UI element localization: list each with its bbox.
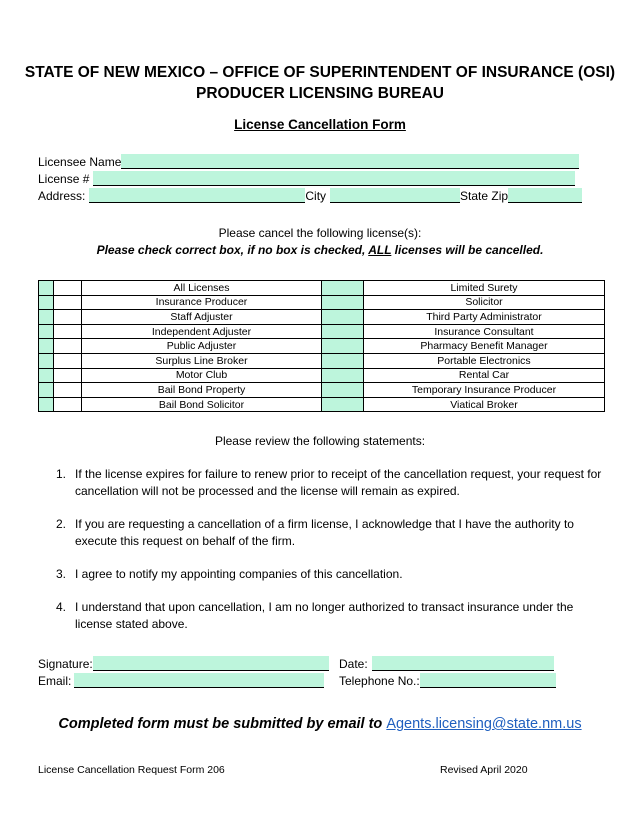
statement-text: If the license expires for failure to renew prior to receipt of the cancellation request, your request for cancellation will not be processed and the license will remain as expired. <box>75 467 602 498</box>
license-name-left: Bail Bond Property <box>82 383 322 398</box>
date-field[interactable] <box>372 656 554 671</box>
state-zip-label: State Zip <box>460 189 509 203</box>
license-checkbox-right[interactable] <box>322 295 364 310</box>
license-name-right: Viatical Broker <box>364 397 605 412</box>
license-name-right: Temporary Insurance Producer <box>364 383 605 398</box>
license-row <box>39 353 605 368</box>
license-checkbox-left[interactable] <box>39 353 54 368</box>
address-label: Address: <box>38 189 86 203</box>
telephone-field[interactable] <box>420 673 556 688</box>
cancel-instruction: Please cancel the following license(s): <box>218 226 422 240</box>
license-checkbox-right[interactable] <box>322 339 364 354</box>
warning-all: ALL <box>368 243 392 257</box>
date-label: Date: <box>339 657 368 671</box>
license-checkbox-left[interactable] <box>39 281 54 296</box>
license-cell-blank <box>54 339 82 354</box>
submit-text: Completed form must be submitted by email to <box>58 716 387 732</box>
license-name-left: Insurance Producer <box>82 295 322 310</box>
license-checkbox-left[interactable] <box>39 397 54 412</box>
city-field[interactable] <box>330 188 460 203</box>
license-cell-blank <box>54 397 82 412</box>
statement-number: 4. <box>56 600 67 614</box>
submit-instruction <box>0 716 640 732</box>
warning-suffix: licenses will be cancelled. <box>391 243 544 257</box>
license-name-right: Rental Car <box>364 368 605 383</box>
license-checkbox-left[interactable] <box>39 324 54 339</box>
signature-row <box>38 654 329 671</box>
license-cell-blank <box>54 368 82 383</box>
email-label: Email: <box>38 674 72 688</box>
license-checkbox-right[interactable] <box>322 368 364 383</box>
license-number-row <box>38 169 575 186</box>
license-checkbox-right[interactable] <box>322 310 364 325</box>
license-name-right: Portable Electronics <box>364 353 605 368</box>
license-checkbox-left[interactable] <box>39 310 54 325</box>
statement-2 <box>56 516 606 550</box>
statement-text: If you are requesting a cancellation of a firm license, I acknowledge that I have the authority to execute this request on behalf of the firm. <box>75 517 574 548</box>
license-checkbox-left[interactable] <box>39 295 54 310</box>
license-cell-blank <box>54 310 82 325</box>
license-name-right: Insurance Consultant <box>364 324 605 339</box>
statement-number: 3. <box>56 567 67 581</box>
statement-1 <box>56 466 606 500</box>
license-name-left: Bail Bond Solicitor <box>82 397 322 412</box>
header-line-1: STATE OF NEW MEXICO – OFFICE OF SUPERINTENDENT OF INSURANCE (OSI) <box>24 64 616 81</box>
statement-4 <box>56 599 606 633</box>
license-checkbox-left[interactable] <box>39 383 54 398</box>
license-number-field[interactable] <box>93 171 575 186</box>
statement-number: 1. <box>56 467 67 481</box>
statement-3 <box>56 566 606 583</box>
license-name-right: Pharmacy Benefit Manager <box>364 339 605 354</box>
telephone-label: Telephone No.: <box>339 674 420 688</box>
license-name-left: Motor Club <box>82 368 322 383</box>
review-heading: Please review the following statements: <box>214 434 426 448</box>
license-row <box>39 383 605 398</box>
license-row <box>39 339 605 354</box>
statement-text: I agree to notify my appointing companies of this cancellation. <box>75 567 403 581</box>
email-row <box>38 671 324 688</box>
licensee-name-row <box>38 152 579 169</box>
signature-field[interactable] <box>93 656 329 671</box>
warning-prefix: Please check correct box, if no box is checked, <box>96 243 369 257</box>
state-zip-field[interactable] <box>508 188 582 203</box>
license-cell-blank <box>54 281 82 296</box>
license-checkbox-right[interactable] <box>322 324 364 339</box>
license-name-right: Limited Surety <box>364 281 605 296</box>
date-row <box>339 654 554 671</box>
statement-text: I understand that upon cancellation, I am no longer authorized to transact insurance under the license stated above. <box>75 600 574 631</box>
license-name-left: Public Adjuster <box>82 339 322 354</box>
license-table <box>38 280 605 412</box>
form-title: License Cancellation Form <box>234 117 406 132</box>
license-checkbox-right[interactable] <box>322 383 364 398</box>
license-name-left: Independent Adjuster <box>82 324 322 339</box>
submit-email-link[interactable]: Agents.licensing@state.nm.us <box>386 716 582 732</box>
license-row <box>39 368 605 383</box>
license-cell-blank <box>54 295 82 310</box>
license-checkbox-right[interactable] <box>322 397 364 412</box>
license-checkbox-right[interactable] <box>322 281 364 296</box>
license-name-left: Staff Adjuster <box>82 310 322 325</box>
license-checkbox-left[interactable] <box>39 339 54 354</box>
address-row <box>38 186 582 203</box>
address-field[interactable] <box>89 188 305 203</box>
license-cell-blank <box>54 383 82 398</box>
telephone-row <box>339 671 556 688</box>
license-row <box>39 310 605 325</box>
license-row <box>39 281 605 296</box>
license-name-left: All Licenses <box>82 281 322 296</box>
license-name-left: Surplus Line Broker <box>82 353 322 368</box>
license-name-right: Third Party Administrator <box>364 310 605 325</box>
signature-label: Signature: <box>38 657 93 671</box>
license-row <box>39 397 605 412</box>
license-name-right: Solicitor <box>364 295 605 310</box>
footer-revised-date: Revised April 2020 <box>440 764 528 776</box>
statement-number: 2. <box>56 517 67 531</box>
license-checkbox-left[interactable] <box>39 368 54 383</box>
licensee-name-field[interactable] <box>121 154 579 169</box>
license-row <box>39 324 605 339</box>
license-cell-blank <box>54 324 82 339</box>
email-field[interactable] <box>74 673 324 688</box>
header-line-2: PRODUCER LICENSING BUREAU <box>195 85 444 102</box>
license-number-label: License # <box>38 172 90 186</box>
license-row <box>39 295 605 310</box>
footer-form-number: License Cancellation Request Form 206 <box>38 764 225 776</box>
city-label: City <box>305 189 327 203</box>
check-box-warning <box>0 243 640 257</box>
license-cell-blank <box>54 353 82 368</box>
licensee-name-label: Licensee Name <box>38 155 122 169</box>
license-checkbox-right[interactable] <box>322 353 364 368</box>
